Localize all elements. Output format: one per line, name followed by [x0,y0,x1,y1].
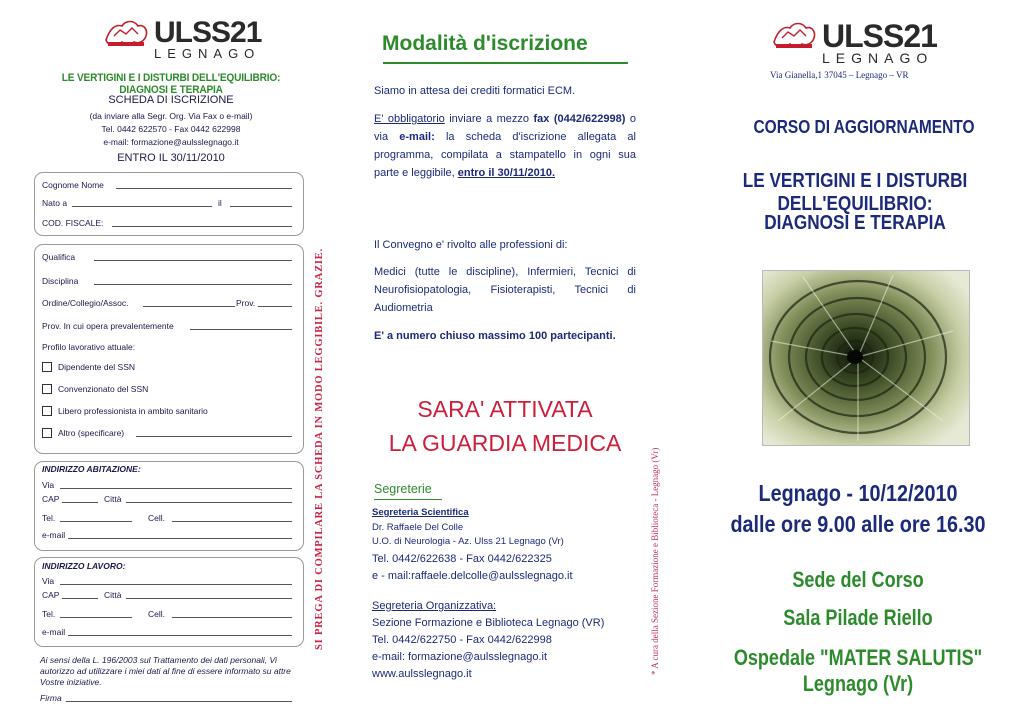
cover-title-line-2: DIAGNOSI E TERAPIA [764,212,946,234]
logo-brand-cover: ULSS21 [822,18,937,54]
spiral-staircase-image [763,271,969,445]
work-tel-label: Tel. [42,609,56,619]
signature-field[interactable] [66,701,292,702]
home-via-label: Via [42,480,55,490]
guard-line-1: SARA' ATTIVATA [417,396,593,422]
work-cap-label: CAP [42,590,60,600]
legibility-note: SI PREGA DI COMPILARE LA SCHEDA IN MODO LEGGIBILE. GRAZIE. [314,247,325,650]
organizing-email[interactable]: e-mail: formazione@aulsslegnago.it [372,651,548,663]
profilo-label: Profilo lavorativo attuale: [42,342,136,352]
ordine-label: Ordine/Collegio/Assoc. [42,298,129,308]
home-cell-label: Cell. [148,513,166,523]
form-heading: SCHEDA DI ISCRIZIONE [108,94,234,106]
born-field[interactable] [72,206,212,207]
ulss-logo-cover [772,20,937,65]
form-deadline: ENTRO IL 30/11/2010 [117,152,225,164]
contact-email: e-mail: formazione@aulsslegnago.it [103,137,239,147]
disciplina-label: Disciplina [42,276,79,286]
signature-label: Firma [40,693,62,703]
organizing-unit: Sezione Formazione e Biblioteca Legnago (VR) [372,617,605,629]
option-libero: Libero professionista in ambito sanitario [58,406,208,416]
work-cell-field[interactable] [172,617,292,618]
logo-city: LEGNAGO [154,46,261,61]
mandatory-lead: E' obbligatorio [374,113,445,125]
send-note: (da inviare alla Segr. Org. Via Fax o e-mail) [89,111,253,121]
work-cap-field[interactable] [62,598,98,599]
ecm-note: Siamo in attesa dei crediti formatici ECM. [374,85,576,97]
checkbox-dipendente[interactable] [42,362,52,372]
home-via-field[interactable] [60,488,292,489]
mandatory-b: o via [374,113,636,143]
home-city-label: Città [104,494,122,504]
scientific-email[interactable]: e - mail:raffaele.delcolle@aulsslegnago.it [372,570,573,582]
qualifica-label: Qualifica [42,252,76,262]
option-convenzionato: Convenzionato del SSN [58,384,149,394]
surname-label: Cognome Nome [42,180,104,190]
venue-heading: Sede del Corso [792,567,924,592]
logo-city-cover: LEGNAGO [822,50,934,66]
work-email-field[interactable] [68,635,292,636]
work-city-label: Città [104,590,122,600]
fax-word: fax [533,113,550,125]
home-email-label: e-mail [42,530,66,540]
registration-heading: Modalità d'iscrizione [382,32,588,55]
born-date-field[interactable] [230,206,292,207]
lion-logo-icon [772,20,818,50]
deadline-date: entro il 30/11/2010. [457,167,556,179]
lion-logo-icon [104,18,150,48]
home-tel-label: Tel. [42,513,56,523]
organizing-title: Segreteria Organizzativa: [372,600,497,612]
prov-label: Prov. [236,298,256,308]
home-cap-field[interactable] [62,502,98,503]
checkbox-libero[interactable] [42,406,52,416]
course-type: CORSO DI AGGIORNAMENTO [753,117,975,137]
guard-line-2: LA GUARDIA MEDICA [388,430,622,456]
home-cell-field[interactable] [172,521,292,522]
born-date-label: il [218,198,222,208]
audience-list: Medici (tutte le discipline), Infermieri, Tecnici di Neurofisiopatologia, Fisioterapisti, Tecnici di Audiometria [374,266,636,314]
checkbox-altro[interactable] [42,428,52,438]
event-time: dalle ore 9.00 alle ore 16.30 [730,511,986,537]
qualifica-field[interactable] [94,260,292,261]
secretariats-heading: Segreterie [374,482,432,496]
work-via-field[interactable] [60,584,292,585]
work-email-label: e-mail [42,627,66,637]
born-label: Nato a [42,198,68,208]
work-cell-label: Cell. [148,609,166,619]
ordine-field[interactable] [143,306,235,307]
work-via-label: Via [42,576,55,586]
prov-opera-field[interactable] [190,329,292,330]
mandatory-c: la scheda d'iscrizione allegata al programma, compilata a stampatello in ogni sua parte e leggibile, [374,131,636,179]
home-cap-label: CAP [42,494,60,504]
spiral-staircase-photo [762,270,970,446]
tax-code-label: COD. FISCALE: [42,218,104,228]
venue-hospital: Ospedale "MATER SALUTIS" Legnago (Vr) [733,645,983,696]
limited-seats: E' a numero chiuso massimo 100 partecipanti. [374,330,616,342]
work-city-field[interactable] [126,598,292,599]
option-dipendente: Dipendente del SSN [58,362,136,372]
ulss-logo [104,18,261,60]
scientific-name: Dr. Raffaele Del Colle [372,522,464,533]
venue-hall: Sala Pilade Riello [783,605,933,630]
altro-field[interactable] [136,436,292,437]
scientific-unit: U.O. di Neurologia - Az. Ulss 21 Legnago (Vr) [372,536,564,547]
fax-number: (0442/622998) [553,113,626,125]
disciplina-field[interactable] [94,284,292,285]
home-heading: INDIRIZZO ABITAZIONE: [42,464,141,474]
logo-brand: ULSS21 [154,16,262,49]
mandatory-text [374,110,636,182]
surname-field[interactable] [116,188,292,189]
credit-note: * A cura della Sezione Formazione e Biblioteca - Legnago (Vr) [650,447,660,675]
prov-field[interactable] [258,306,292,307]
option-altro: Altro (specificare) [58,428,125,438]
heading-underline [383,62,628,64]
organizing-phone: Tel. 0442/622750 - Fax 0442/622998 [372,634,552,646]
contact-numbers: Tel. 0442 622570 - Fax 0442 622998 [101,124,241,134]
secretariats-underline [374,499,442,500]
course-title: LE VERTIGINI E I DISTURBI DELL'EQUILIBRIO: DIAGNOSI E TERAPIA [61,72,281,96]
tax-code-field[interactable] [112,226,292,227]
audience-intro: Il Convegno e' rivolto alle professioni di: [374,239,568,251]
cover-title-line-1: LE VERTIGINI E I DISTURBI DELL'EQUILIBRIO: [742,170,968,215]
privacy-note: Ai sensi della L. 196/2003 sul Trattamento dei dati personali, Vi autorizzo ad utilizzare i miei dati al fine di essere informato su attre Vostre iniziative. [40,655,291,687]
work-heading: INDIRIZZO LAVORO: [42,561,126,571]
home-email-field[interactable] [68,538,292,539]
scientific-phone: Tel. 0442/622638 - Fax 0442/622325 [372,553,552,565]
home-city-field[interactable] [126,502,292,503]
mandatory-a: inviare a mezzo [444,113,534,125]
home-tel-field[interactable] [60,521,132,522]
scientific-title: Segreteria Scientifica [372,507,469,518]
organizing-website[interactable]: www.aulsslegnago.it [372,668,472,680]
email-word: e-mail: [399,131,435,143]
event-date: Legnago - 10/12/2010 [758,480,958,506]
work-tel-field[interactable] [60,617,132,618]
checkbox-convenzionato[interactable] [42,384,52,394]
prov-opera-label: Prov. In cui opera prevalentemente [42,321,174,331]
cover-address: Via Gianella,1 37045 – Legnago – VR [770,70,909,80]
